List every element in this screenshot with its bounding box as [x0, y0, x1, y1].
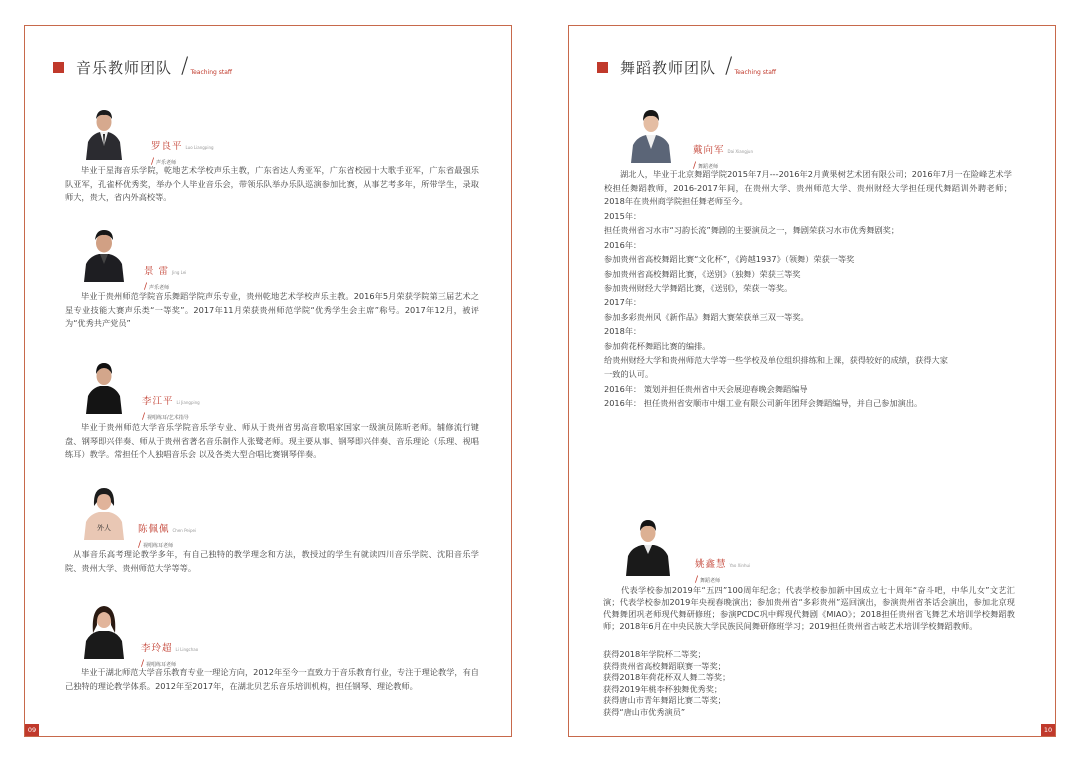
teacher-achievements-dai [604, 209, 1019, 411]
list-item: 担任贵州省习水市“习韵长流”舞剧的主要演员之一，舞剧荣获习水市优秀舞剧奖； [604, 225, 900, 236]
teacher-name-block-luo: 罗良平 Luo Liangping / 声乐老师 [151, 141, 214, 167]
list-item: 2017年： [604, 297, 642, 308]
teacher-photo-luo [78, 92, 130, 160]
page-number-left: 09 [25, 724, 39, 736]
teacher-role: 舞蹈老师 [698, 164, 719, 170]
list-item: 一致的认可。 [604, 369, 654, 380]
teacher-pinyin: Dai Xiangjun [727, 149, 753, 154]
left-page-title-en: Teaching staff [190, 69, 233, 76]
teacher-name-block-dai: 戴向军 Dai Xiangjun / 舞蹈老师 [693, 145, 753, 171]
teacher-name: 罗良平 [151, 141, 183, 152]
list-item: 2016年： [604, 239, 642, 250]
list-item: 获得“唐山市优秀演员” [603, 706, 686, 717]
right-page-title: 舞蹈教师团队 [620, 59, 717, 77]
teacher-name: 李江平 [142, 396, 174, 407]
list-item: 2018年： [604, 326, 642, 337]
teacher-pinyin: Luo Liangping [185, 145, 214, 150]
list-item: 获得2019年桃李杯独舞优秀奖； [603, 683, 723, 694]
teacher-role: 视唱练耳老师 [146, 662, 177, 668]
list-item: 2016年： 担任贵州省安顺市中烟工业有限公司新年团拜会舞蹈编导，并自己参加演出。 [604, 398, 923, 409]
teacher-pinyin: Li Lingchao [175, 647, 199, 652]
list-item: 2016年： 策划并担任贵州省中天会展迎春晚会舞蹈编导 [604, 383, 808, 394]
teacher-role: 视唱练耳/艺术指导 [147, 415, 189, 421]
right-page-header [597, 56, 776, 78]
teacher-role: 声乐老师 [156, 160, 177, 166]
teacher-pinyin: Yao Xinhui [729, 563, 751, 568]
teacher-name-block-li-jiangping: 李江平 Li Jiangping / 视唱练耳/艺术指导 [142, 396, 200, 422]
list-item: 获得2018年学院杯二等奖； [603, 649, 706, 659]
teacher-photo-yao [622, 502, 674, 576]
list-item: 获得2018年荷花杯双人舞二等奖； [603, 672, 731, 683]
teacher-pinyin: Li Jiangping [176, 400, 200, 405]
left-page-title: 音乐教师团队 [76, 59, 173, 77]
header-square-icon [597, 62, 608, 73]
teacher-bio-li-lingchao: 毕业于湖北师范大学音乐教育专业一理论方向，2012年至今一直致力于音乐教育行业，专注于理论教学，有自己独特的理论教学体系。2012年至2017年，在湖北贝艺乐音乐培训机构，担任钢琴、理论教师。 [65, 667, 479, 691]
right-page-title-en: Teaching staff [734, 69, 777, 76]
teacher-bio-chen: 从事音乐高考理论教学多年，有自己独特的教学理念和方法，教授过的学生有就读四川音乐学院、沈阳音乐学院、贵州大学、贵州师范大学等等。 [65, 549, 479, 573]
teacher-awards-yao [603, 649, 1015, 719]
teacher-name-block-yao: 姚鑫慧 Yao Xinhui / 舞蹈老师 [695, 559, 751, 585]
teacher-name-block-chen: 陈佩佩 Chen Peipei / 视唱练耳老师 [138, 524, 197, 550]
teacher-role: 声乐老师 [149, 285, 170, 291]
teacher-name-block-jing: 景 雷 Jing Lei / 声乐老师 [144, 266, 187, 292]
teacher-bio-luo: 毕业于星海音乐学院，乾地艺术学校声乐主教，广东省达人秀亚军，广东省校园十大歌手亚军，广东省最强乐队亚军，孔雀杯优秀奖，举办个人毕业音乐会，带领乐队举办乐队巡演参加比赛，从事艺考多年，所带学生，录取师大，贵大，省内外高校等。 [65, 165, 479, 202]
list-item: 2015年： [604, 211, 642, 221]
list-item: 参加贵州省高校舞蹈比赛“文化杯”，《跨越1937》（领舞）荣获一等奖 [604, 254, 855, 265]
list-item: 参加多彩贵州风《新作品》舞蹈大赛荣获单三双一等奖。 [604, 311, 809, 322]
teacher-bio-dai: 湖北人，毕业于北京舞蹈学院2015年7月---2016年2月黄果树艺术团有限公司；2016年7月一在险峰艺术学校担任舞蹈教师，2016-2017年间，在贵州大学、贵州师范大学、贵州财经大学担任现代舞蹈训外聘老师；2018年在贵州商学院担任舞老师至今。 [604, 169, 1012, 206]
list-item: 获得贵州省高校舞蹈联赛一等奖； [603, 660, 726, 671]
list-item: 获得唐山市青年舞蹈比赛二等奖； [603, 695, 726, 706]
teacher-name: 姚鑫慧 [695, 559, 727, 570]
header-slash: / [181, 54, 189, 79]
teacher-pinyin: Chen Peipei [172, 528, 197, 533]
teacher-pinyin: Jing Lei [172, 270, 187, 275]
right-page [568, 25, 1056, 737]
teacher-name: 景 雷 [144, 266, 170, 277]
teacher-photo-jing [78, 214, 130, 282]
list-item: 参加贵州财经大学舞蹈比赛，《送别》，荣获一等奖。 [604, 283, 793, 294]
teacher-bio-li-jiangping: 毕业于贵州师范大学音乐学院音乐学专业、师从于贵州省男高音歌唱家国家一级演员陈昕老师。辅修流行键盘、钢琴即兴伴奏、师从于贵州省著名音乐制作人张鹭老师。现主要从事、钢琴即兴伴奏、音乐理论（乐理、视唱练耳）教学。常担任个人独唱音乐会 以及各类大型合唱比赛钢琴伴奏。 [65, 422, 479, 459]
list-item: 参加荷花杯舞蹈比赛的编排。 [604, 340, 711, 351]
teacher-photo-li-jiangping [78, 346, 130, 414]
teacher-name: 戴向军 [693, 145, 725, 156]
teacher-name: 李玲超 [141, 643, 173, 654]
list-item: 参加贵州省高校舞蹈比赛，《送别》（独舞）荣获三等奖 [604, 268, 801, 279]
svg-text:外人: 外人 [97, 524, 111, 532]
teacher-photo-dai [625, 93, 677, 163]
page-number-right: 10 [1041, 724, 1055, 736]
teacher-photo-chen [78, 472, 130, 540]
teacher-role: 视唱练耳老师 [143, 543, 174, 549]
teacher-name-block-li-lingchao: 李玲超 Li Lingchao / 视唱练耳老师 [141, 643, 199, 669]
teacher-role: 舞蹈老师 [700, 578, 721, 584]
teacher-bio-yao: 代表学校参加2019年“五四”100周年纪念；代表学校参加新中国成立七十周年“奋斗吧，中华儿女”文艺汇演；代表学校参加2019年央视春晚演出；参加贵州省“多彩贵州”巡回演出，参演贵州省茶话会演出，参加北京现代舞舞团巩老师现代舞研修班；参演PCDC巩中辉现代舞剧《MIAO》；2018担任贵州省飞舞艺术培训学校舞蹈教师；2018年6月在中央民族大学民族民间舞研修班学习；2019担任贵州省古岐艺术培训学校舞蹈教师。 [603, 585, 1015, 631]
teacher-name: 陈佩佩 [138, 524, 170, 535]
header-square-icon [53, 62, 64, 73]
teacher-photo-li-lingchao [78, 589, 130, 659]
left-page-header [53, 56, 232, 78]
list-item: 给贵州财经大学和贵州师范大学等一些学校及单位组织排练和上课，获得较好的成绩，获得大家 [604, 355, 948, 366]
teacher-bio-jing: 毕业于贵州师范学院音乐舞蹈学院声乐专业，贵州乾地艺术学校声乐主教。2016年5月荣获学院第三届艺术之星专业技能大赛声乐类“一等奖”。2017年11月荣获贵州师范学院“优秀学生会主席”称号。2017年12月，被评为“优秀共产党员” [65, 291, 479, 328]
header-slash: / [725, 54, 733, 79]
left-page [24, 25, 512, 737]
